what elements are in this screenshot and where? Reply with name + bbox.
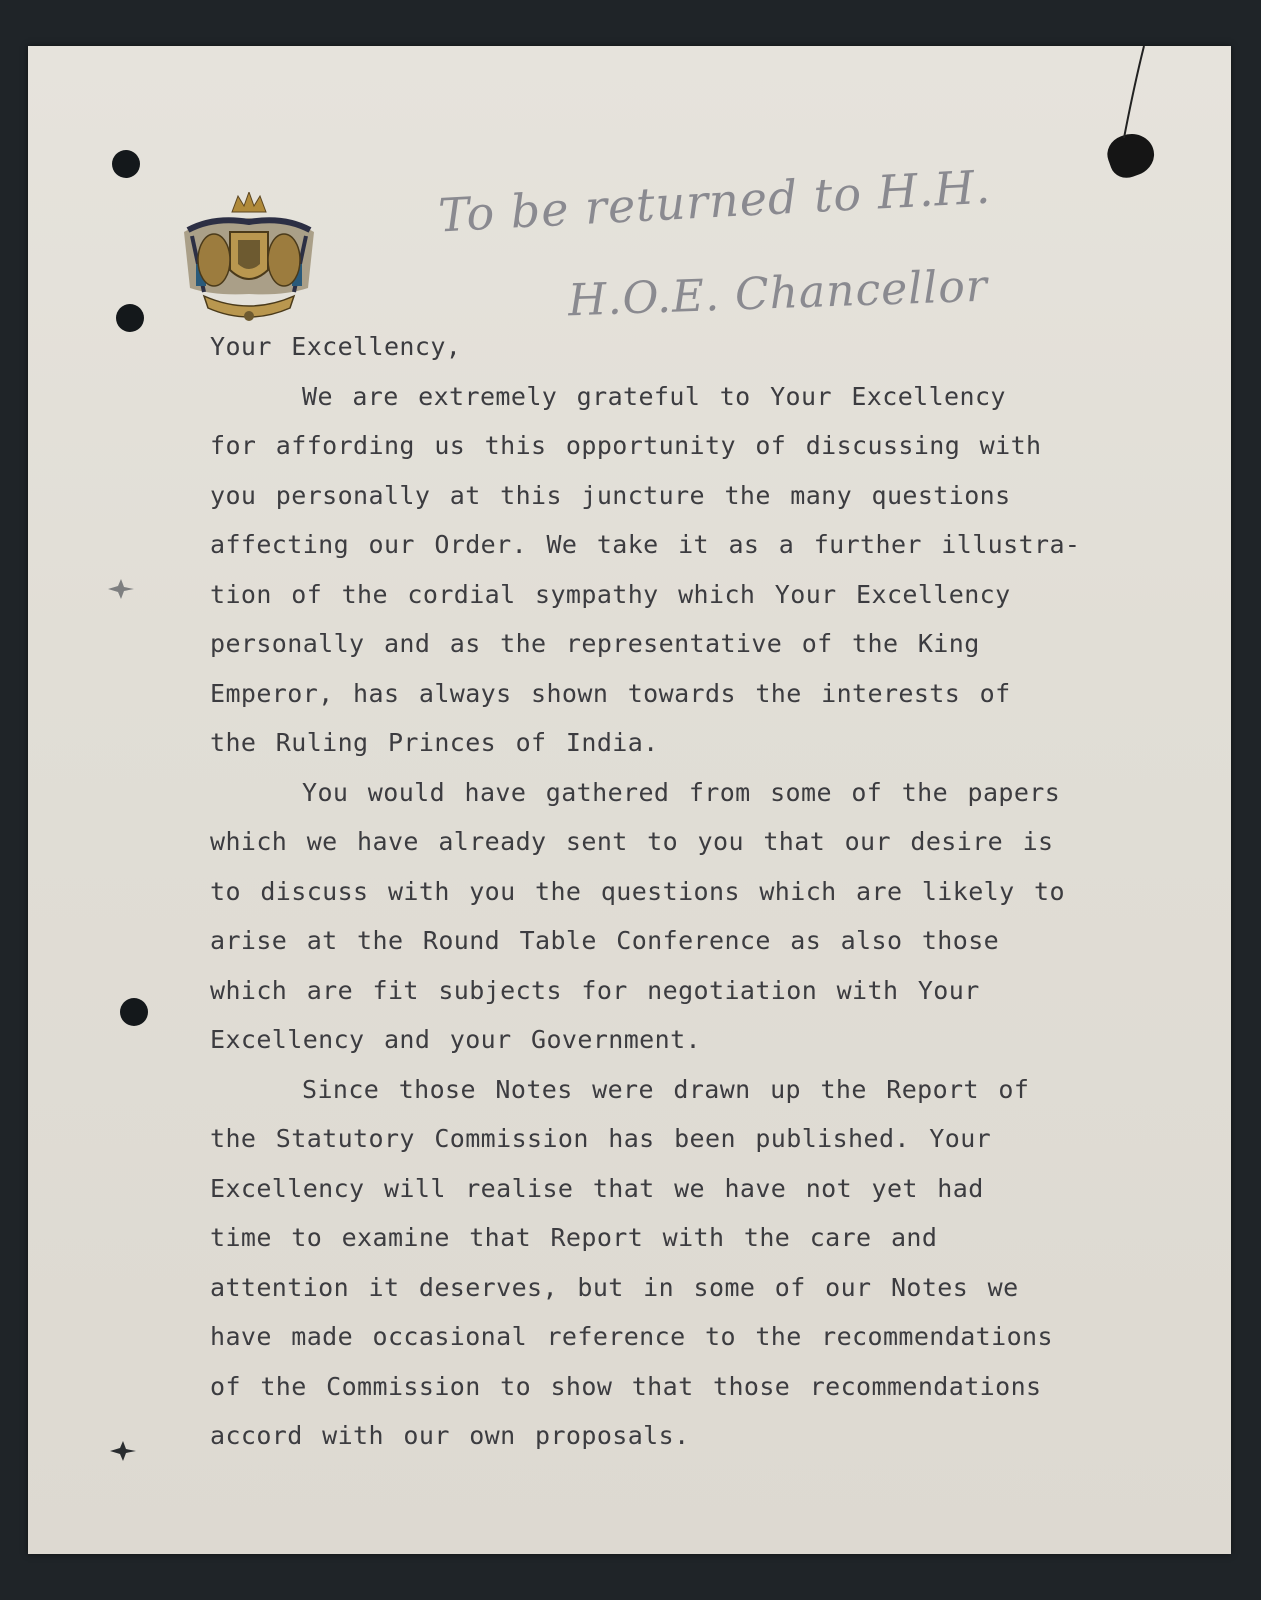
- paragraph-line: arise at the Round Table Conference as also those: [210, 926, 1000, 955]
- paragraph-line: to discuss with you the questions which are likely to: [210, 876, 1065, 906]
- royal-crest-emblem: [174, 192, 324, 330]
- ink-stroke: [1118, 46, 1148, 146]
- paragraph-2: [210, 768, 1210, 1065]
- paragraph-line: time to examine that Report with the care and: [210, 1223, 938, 1252]
- paragraph-line: you personally at this juncture the many questions: [210, 480, 1011, 510]
- paragraph-line: Emperor, has always shown towards the interests of: [210, 678, 1011, 708]
- punch-hole-top: [112, 150, 140, 178]
- handwritten-annotation-line-1: To be returned to H.H.: [436, 159, 993, 243]
- paragraph-line: the Ruling Princes of India.: [210, 728, 659, 757]
- torn-hole-upper: [106, 578, 136, 600]
- paragraph-line: Since those Notes were drawn up the Report of: [302, 1074, 1030, 1104]
- paragraph-line: for affording us this opportunity of discussing with: [210, 431, 1042, 460]
- paragraph-line: You would have gathered from some of the papers: [302, 777, 1061, 807]
- paragraph-line: attention it deserves, but in some of our Notes we: [210, 1272, 1019, 1302]
- punch-hole-upper: [116, 304, 144, 332]
- paragraph-line: which we have already sent to you that our desire is: [210, 827, 1054, 856]
- paragraph-line: have made occasional reference to the recommendations: [210, 1322, 1053, 1351]
- paragraph-1: [210, 372, 1210, 768]
- torn-hole-lower: [108, 1440, 138, 1462]
- paragraph-line: Excellency will realise that we have not yet had: [210, 1173, 984, 1203]
- handwritten-annotation-line-2: H.O.E. Chancellor: [567, 260, 989, 327]
- paragraph-line: We are extremely grateful to Your Excellency: [302, 381, 1006, 411]
- paragraph-line: of the Commission to show that those recommendations: [210, 1371, 1042, 1401]
- paragraph-line: Excellency and your Government.: [210, 1025, 701, 1054]
- paragraph-line: the Statutory Commission has been published. Your: [210, 1124, 992, 1153]
- salutation: Your Excellency,: [210, 332, 462, 361]
- letter-body: [210, 322, 1210, 1461]
- paragraph-line: tion of the cordial sympathy which Your Excellency: [210, 579, 1011, 609]
- paragraph-line: which are fit subjects for negotiation with Your: [210, 975, 980, 1005]
- paragraph-line: accord with our own proposals.: [210, 1421, 690, 1450]
- paragraph-line: affecting our Order. We take it as a further illustra-: [210, 530, 1081, 559]
- paragraph-line: personally and as the representative of the King: [210, 629, 980, 658]
- punch-hole-middle: [120, 998, 148, 1026]
- paragraph-3: [210, 1065, 1210, 1461]
